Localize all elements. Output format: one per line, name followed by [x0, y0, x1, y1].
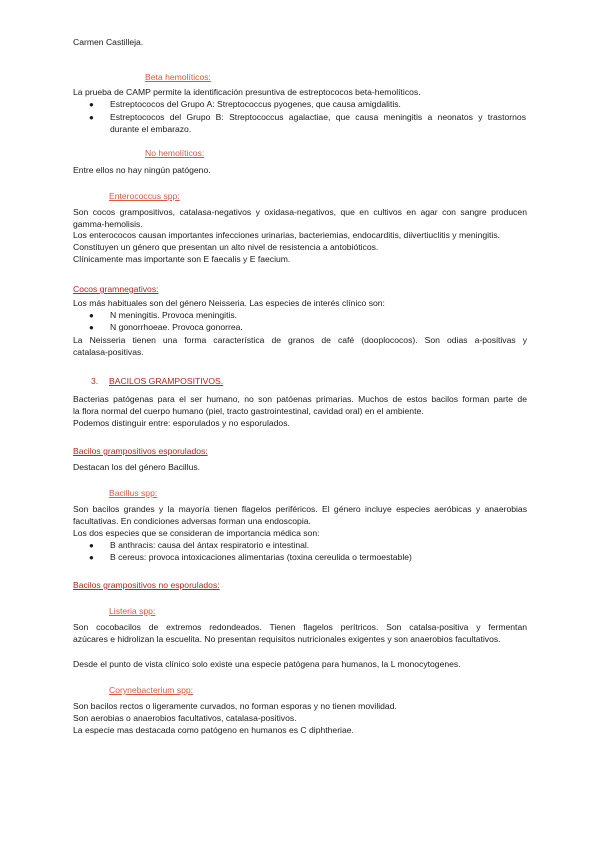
esporulados-text: Destacan los del género Bacillus. — [73, 462, 201, 472]
author-name: Carmen Castilleja. — [73, 37, 144, 47]
bacilos-heading: BACILOS GRAMPOSITIVOS. — [109, 376, 224, 386]
esporulados-heading: Bacilos grampositivos esporulados: — [73, 446, 208, 456]
coryne-line-3: La especie mas destacada como patógeno en humanos es C diphtheriae. — [73, 725, 354, 735]
bullet-icon: ● — [89, 541, 94, 550]
beta-bullet-2-cont: durante el embarazo. — [110, 124, 192, 134]
gramneg-para-1: La Neisseria tienen una forma característica de granos de café (dooplococos). Son odias a-positivas y — [73, 335, 527, 345]
gramneg-bullet-2: N gonorrhoeae. Provoca gonorrea. — [110, 322, 243, 332]
bacillus-line-2: facultativas. En condiciones adversas forman una endoscopia. — [73, 516, 311, 526]
bullet-icon: ● — [89, 113, 94, 122]
entero-line-2: gamma-hemolisis. — [73, 219, 143, 229]
bacillus-bullet-2: B cereus: provoca intoxicaciones alimentarias (toxina cereulida o termoestable) — [110, 552, 412, 562]
listeria-line-1: Son cocobacilos de extremos redondeados. Tienen flagelos perítricos. Son catalsa-positiva y fermentan — [73, 622, 527, 632]
coryne-line-1: Son bacilos rectos o ligeramente curvados, no forman esporas y no tienen movilidad. — [73, 701, 397, 711]
section-number: 3. — [91, 376, 99, 386]
bullet-icon: ● — [89, 100, 94, 109]
entero-line-5: Clínicamente mas importante son E faecalis y E faecium. — [73, 254, 291, 264]
no-hemo-heading: No hemolíticos: — [145, 148, 205, 158]
beta-intro: La prueba de CAMP permite la identificación presuntiva de estreptococos beta-hemolíticos. — [73, 87, 421, 97]
beta-bullet-2: Estreptococos del Grupo B: Streptococcus agalactiae, que causa meningitis a neonatos y trastornos — [110, 112, 526, 122]
no-hemo-text: Entre ellos no hay ningún patógeno. — [73, 165, 211, 175]
gramneg-intro: Los más habituales son del género Neisseria. Las especies de interés clínico son: — [73, 298, 385, 308]
coryne-line-2: Son aerobias o anaerobios facultativos, catalasa-positivos. — [73, 713, 297, 723]
no-esporulados-heading: Bacilos grampositivos no esporulados: — [73, 580, 220, 590]
bacilos-line-2: la flora normal del cuerpo humano (piel, tracto gastrointestinal, cavidad oral) en el ambiente. — [73, 406, 424, 416]
gramneg-para-2: catalasa-positivas. — [73, 347, 144, 357]
entero-line-1: Son cocos grampositivos, catalasa-negativos y oxidasa-negativos, que en cultivos en agar con sangre producen — [73, 207, 527, 217]
beta-heading: Beta hemolíticos: — [145, 72, 211, 82]
bullet-icon: ● — [89, 311, 94, 320]
bullet-icon: ● — [89, 553, 94, 562]
gramneg-heading: Cocos gramnegativos: — [73, 284, 159, 294]
beta-bullet-1: Estreptococos del Grupo A: Streptococcus pyogenes, que causa amigdalitis. — [110, 99, 401, 109]
entero-heading: Enterococcus spp: — [109, 191, 180, 201]
coryne-heading: Corynebacterium spp: — [109, 685, 194, 695]
entero-line-3: Los enterococos causan importantes infecciones urinarias, bacteriemias, endocarditis, diivertiuclitis y meningitis. — [73, 230, 501, 240]
listeria-clinical: Desde el punto de vista clínico solo existe una especie patógena para humanos, la L monocytogenes. — [73, 659, 461, 669]
bacilos-line-1: Bacterias patógenas para el ser humano, no son patóenas primarias. Muchos de estos bacilos forman parte de — [73, 394, 527, 404]
bacillus-line-3: Los dos especies que se consideran de importancia médica son: — [73, 528, 320, 538]
listeria-line-2: azúcares e hidrolizan la escuelita. No presentan requisitos nutricionales exigentes y son anaerobios facultativos. — [73, 634, 501, 644]
bacilos-line-3: Podemos distinguir entre: esporulados y no esporulados. — [73, 418, 290, 428]
bacillus-line-1: Son bacilos grandes y la mayoría tienen flagelos periféricos. El género incluye especies aeróbicas y anaerobias — [73, 504, 527, 514]
bullet-icon: ● — [89, 323, 94, 332]
listeria-heading: Listeria spp: — [109, 606, 156, 616]
bacillus-bullet-1: B anthracis: causa del ántax respiratorio e intestinal. — [110, 540, 310, 550]
entero-line-4: Constituyen un género que presentan un alto nivel de resistencia a antobióticos. — [73, 242, 379, 252]
bacillus-heading: Bacillus spp: — [109, 488, 158, 498]
gramneg-bullet-1: N meningitis. Provoca meningitis. — [110, 310, 238, 320]
